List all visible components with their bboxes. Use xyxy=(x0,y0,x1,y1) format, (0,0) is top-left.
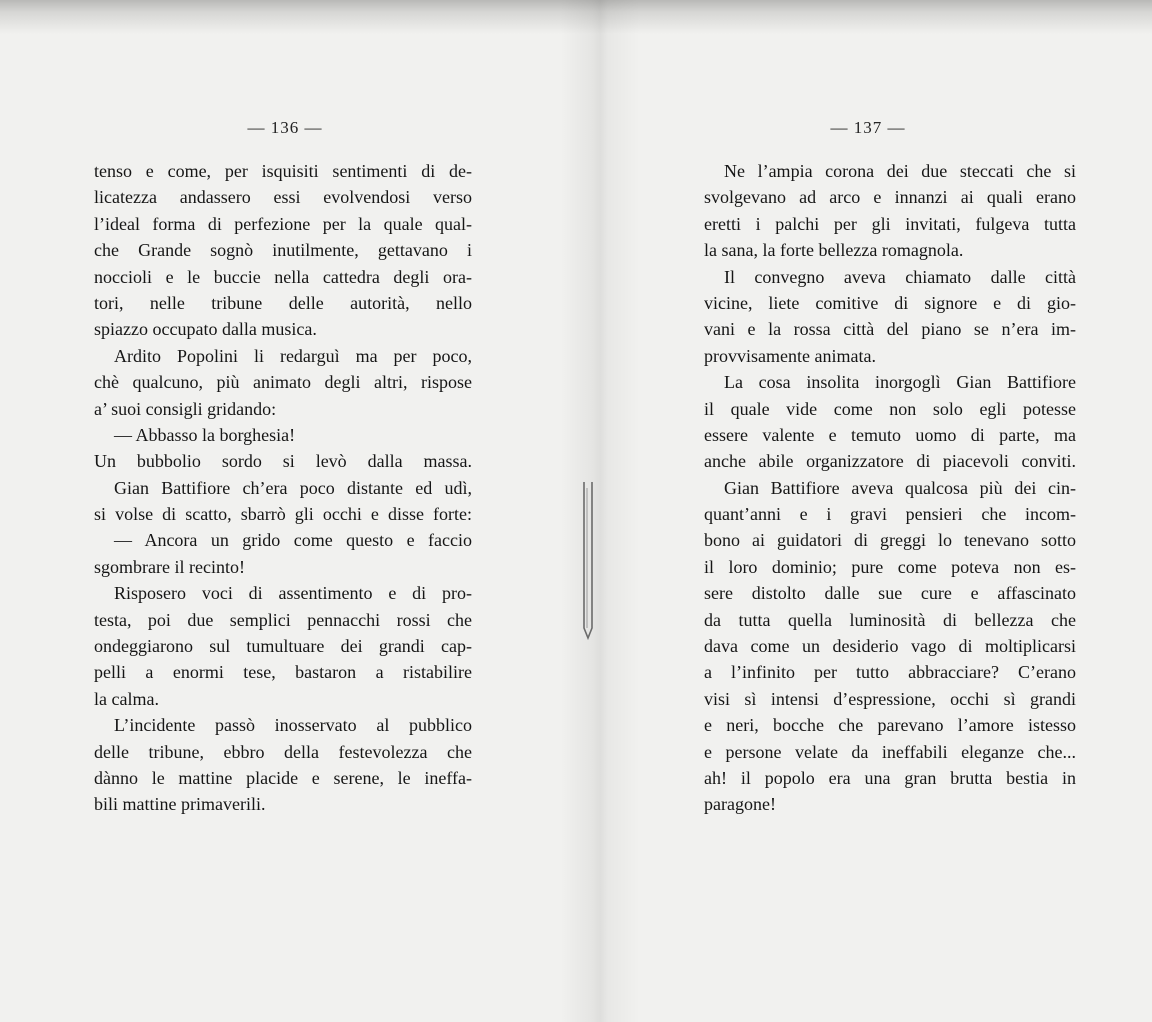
text-line: Risposero voci di assentimento e di pro- xyxy=(114,583,472,604)
text-line: ah! il popolo era una gran brutta bestia in xyxy=(704,767,1076,788)
text-line: eretti i palchi per gli invitati, fulgeva tutta xyxy=(704,213,1076,234)
text-line: vicine, liete comitive di signore e di gio- xyxy=(704,292,1076,313)
text-line: si volse di scatto, sbarrò gli occhi e disse forte: xyxy=(94,504,472,525)
text-line: che Grande sognò inutilmente, gettavano i xyxy=(94,240,472,261)
text-line: l’ideal forma di perfezione per la quale qual- xyxy=(94,213,472,234)
right-page-number: — 137 — xyxy=(830,118,906,137)
text-line: visi sì intensi d’espressione, occhi sì grandi xyxy=(704,688,1076,709)
text-line: testa, poi due semplici pennacchi rossi che xyxy=(94,609,472,630)
text-line: quant’anni e i gravi pensieri che incom- xyxy=(704,504,1076,525)
left-page-number: — 136 — xyxy=(247,118,323,137)
text-line: e persone velate da ineffabili eleganze che... xyxy=(704,741,1076,762)
text-line: La cosa insolita inorgoglì Gian Battifiore xyxy=(724,372,1076,393)
text-line: a l’infinito per tutto abbracciare? C’erano xyxy=(704,662,1076,683)
text-line: Gian Battifiore aveva qualcosa più dei cin- xyxy=(724,477,1076,498)
text-line: sere distolto dalle sue cure e affascinato xyxy=(704,583,1076,604)
text-line: la calma. xyxy=(94,688,159,709)
text-line: e neri, bocche che parevano l’amore istesso xyxy=(704,715,1076,736)
text-line: noccioli e le buccie nella cattedra degli ora- xyxy=(94,266,472,287)
left-page-text xyxy=(94,158,472,818)
text-line: bono ai guidatori di greggi lo tenevano sotto xyxy=(704,530,1076,551)
text-line: il quale vide come non solo egli potesse xyxy=(704,398,1076,419)
text-line: — Abbasso la borghesia! xyxy=(114,424,296,445)
text-line: Un bubbolio sordo si levò dalla massa. xyxy=(94,451,472,472)
text-line: il loro dominio; pure come poteva non es- xyxy=(704,556,1076,577)
text-line: da tutta quella luminosità di bellezza che xyxy=(704,609,1076,630)
text-line: chè qualcuno, più animato degli altri, rispose xyxy=(94,372,472,393)
text-line: spiazzo occupato dalla musica. xyxy=(94,319,317,340)
right-page xyxy=(576,0,1152,1022)
text-line: Gian Battifiore ch’era poco distante ed udì, xyxy=(114,477,472,498)
text-line: vani e la rossa città del piano se n’era im- xyxy=(704,319,1076,340)
right-page-text xyxy=(704,158,1076,818)
text-line: Il convegno aveva chiamato dalle città xyxy=(724,266,1076,287)
text-line: ondeggiarono sul tumultuare dei grandi cap- xyxy=(94,636,472,657)
text-line: svolgevano ad arco e innanzi ai quali erano xyxy=(704,187,1076,208)
text-line: L’incidente passò inosservato al pubblico xyxy=(114,715,472,736)
text-line: paragone! xyxy=(704,794,776,815)
text-line: tori, nelle tribune delle autorità, nello xyxy=(94,292,472,313)
text-line: Ne l’ampia corona dei due steccati che si xyxy=(724,161,1076,181)
text-line: provvisamente animata. xyxy=(704,345,876,366)
text-line: — Ancora un grido come questo e faccio xyxy=(114,530,472,551)
text-line: bili mattine primaverili. xyxy=(94,794,266,815)
text-line: Ardito Popolini li redarguì ma per poco, xyxy=(114,345,472,366)
text-line: dava come un desiderio vago di moltiplicarsi xyxy=(704,636,1076,657)
text-line: sgombrare il recinto! xyxy=(94,556,245,577)
text-line: pelli a enormi tese, bastaron a ristabilire xyxy=(94,662,472,683)
text-line: dànno le mattine placide e serene, le ineffa- xyxy=(94,767,472,788)
text-line: licatezza andassero essi evolvendosi verso xyxy=(94,187,472,208)
text-line: anche abile organizzatore di piacevoli conviti. xyxy=(704,451,1076,472)
text-line: tenso e come, per isquisiti sentimenti di de- xyxy=(94,161,472,181)
text-line: a’ suoi consigli gridando: xyxy=(94,398,277,419)
text-line: essere valente e temuto uomo di parte, ma xyxy=(704,424,1076,445)
text-line: delle tribune, ebbro della festevolezza che xyxy=(94,741,472,762)
text-line: la sana, la forte bellezza romagnola. xyxy=(704,240,964,261)
